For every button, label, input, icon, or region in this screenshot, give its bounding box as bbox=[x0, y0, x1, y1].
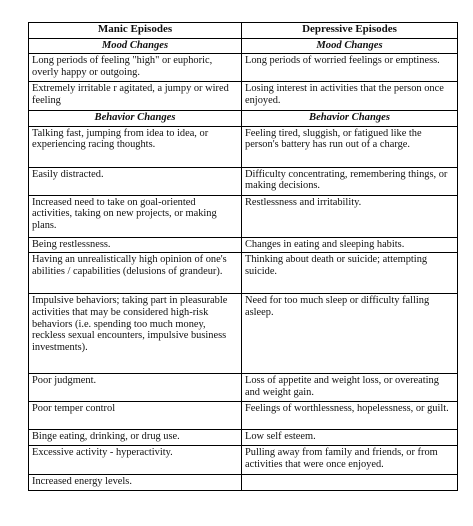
table-row bbox=[29, 54, 458, 82]
manic-cell: Binge eating, drinking, or drug use. bbox=[29, 430, 242, 446]
depressive-cell: Difficulty concentrating, remembering things, or making decisions. bbox=[242, 167, 458, 195]
depressive-cell: Feelings of worthlessness, hopelessness, or guilt. bbox=[242, 402, 458, 430]
manic-cell: Excessive activity - hyperactivity. bbox=[29, 445, 242, 474]
manic-cell: Having an unrealistically high opinion of one's abilities / capabilities (delusions of grandeur). bbox=[29, 253, 242, 294]
manic-cell: Poor temper control bbox=[29, 402, 242, 430]
manic-cell: Extremely irritable r agitated, a jumpy or wired feeling bbox=[29, 82, 242, 111]
manic-header: Manic Episodes bbox=[29, 23, 242, 39]
table-row bbox=[29, 430, 458, 446]
table-row bbox=[29, 294, 458, 374]
depressive-cell: Thinking about death or suicide; attempting suicide. bbox=[242, 253, 458, 294]
mood-section-row bbox=[29, 38, 458, 54]
depressive-cell: Restlessness and irritability. bbox=[242, 195, 458, 237]
manic-cell: Impulsive behaviors; taking part in pleasurable activities that may be considered high-risk behaviors (i.e. spending too much money, reckless sexual encounters, impulsive business investments). bbox=[29, 294, 242, 374]
manic-cell: Talking fast, jumping from idea to idea, or experiencing racing thoughts. bbox=[29, 126, 242, 167]
behavior-section-row bbox=[29, 111, 458, 127]
depressive-cell: Loss of appetite and weight loss, or overeating and weight gain. bbox=[242, 374, 458, 402]
depressive-cell: Changes in eating and sleeping habits. bbox=[242, 237, 458, 253]
depressive-mood-subheader: Mood Changes bbox=[242, 38, 458, 54]
manic-cell: Being restlessness. bbox=[29, 237, 242, 253]
header-row bbox=[29, 23, 458, 39]
manic-behavior-subheader: Behavior Changes bbox=[29, 111, 242, 127]
depressive-cell: Feeling tired, sluggish, or fatigued like the person's battery has run out of a charge. bbox=[242, 126, 458, 167]
table-row bbox=[29, 126, 458, 167]
depressive-cell: Low self esteem. bbox=[242, 430, 458, 446]
manic-cell: Increased energy levels. bbox=[29, 474, 242, 490]
depressive-cell: Need for too much sleep or difficulty falling asleep. bbox=[242, 294, 458, 374]
manic-cell: Long periods of feeling "high" or euphoric, overly happy or outgoing. bbox=[29, 54, 242, 82]
table-row bbox=[29, 474, 458, 490]
table-row bbox=[29, 374, 458, 402]
table-body bbox=[29, 23, 458, 491]
table-row bbox=[29, 402, 458, 430]
episodes-table bbox=[28, 22, 458, 491]
manic-mood-subheader: Mood Changes bbox=[29, 38, 242, 54]
depressive-cell: Losing interest in activities that the person once enjoyed. bbox=[242, 82, 458, 111]
depressive-cell: Pulling away from family and friends, or from activities that were once enjoyed. bbox=[242, 445, 458, 474]
depressive-behavior-subheader: Behavior Changes bbox=[242, 111, 458, 127]
table-row bbox=[29, 82, 458, 111]
manic-cell: Poor judgment. bbox=[29, 374, 242, 402]
table-row bbox=[29, 195, 458, 237]
depressive-cell bbox=[242, 474, 458, 490]
table-row bbox=[29, 253, 458, 294]
depressive-cell: Long periods of worried feelings or emptiness. bbox=[242, 54, 458, 82]
table-row bbox=[29, 167, 458, 195]
manic-cell: Increased need to take on goal-oriented activities, taking on new projects, or making plans. bbox=[29, 195, 242, 237]
table-row bbox=[29, 237, 458, 253]
depressive-header: Depressive Episodes bbox=[242, 23, 458, 39]
manic-cell: Easily distracted. bbox=[29, 167, 242, 195]
table-row bbox=[29, 445, 458, 474]
